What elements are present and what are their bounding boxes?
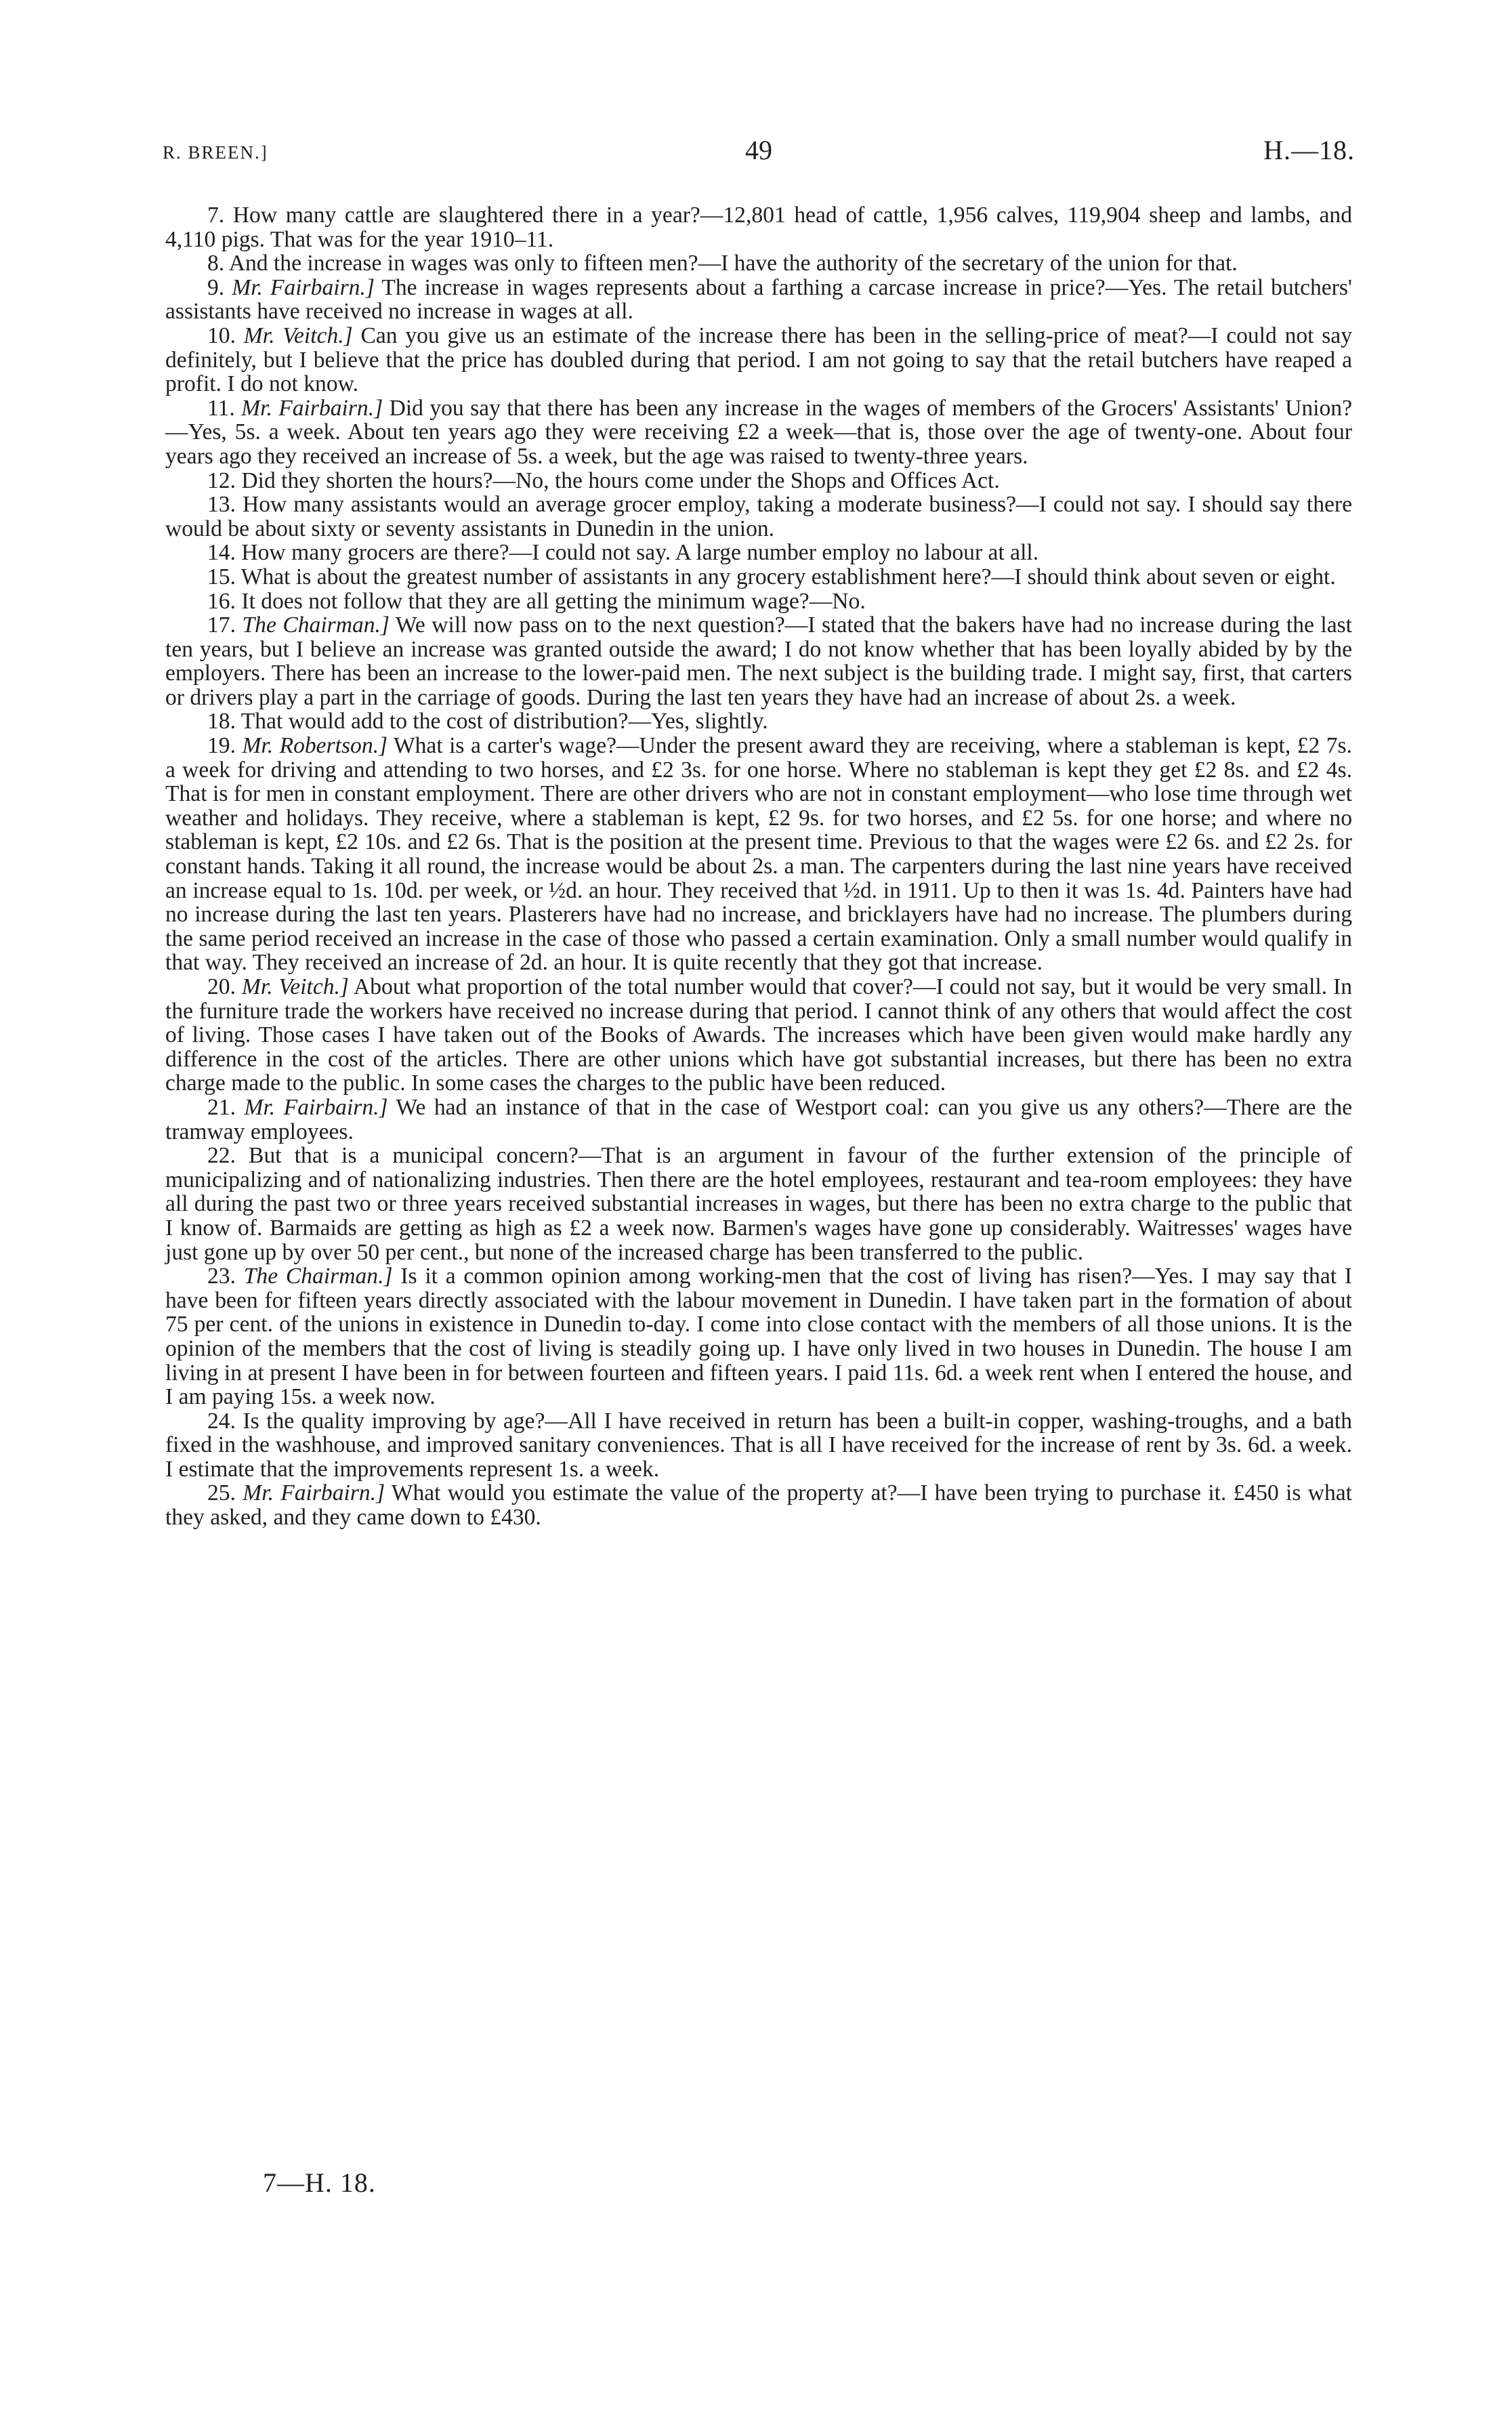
speaker-name: Mr. Fairbairn.]	[244, 1094, 388, 1120]
question-number: 12.	[207, 467, 236, 493]
question-number: 17.	[207, 612, 236, 638]
question-answer-text: Is the quality improving by age?—All I have received in return has been a built-in copper, washing-troughs, and a bath fixed in the washhouse, and improved sanitary conveniences. That is all I have received for the increase of rent by 3s. 6d. a week. I estimate that the improvements represent 1s. a week.	[165, 1408, 1352, 1482]
question-number: 13.	[207, 492, 236, 518]
question-number: 16.	[207, 588, 236, 614]
page-header	[163, 134, 1355, 175]
question-answer-text: What is a carter's wage?—Under the present award they are receiving, where a stableman is kept, £2 7s. a week for driving and attending to two horses, and £2 3s. for one horse. Where no stableman is kept they get £2 8s. and £2 4s. That is for men in constant employment. There are other drivers who are not in constant employment—who lose time through wet weather and holidays. They receive, where a stableman is kept, £2 9s. for two horses, and £2 5s. for one horse; and where no stableman is kept, £2 10s. and £2 6s. That is the position at the present time. Previous to that the wages were £2 6s. and £2 2s. for constant hands. Taking it all round, the increase would be about 2s. a man. The carpenters during the last nine years have received an increase equal to 1s. 10d. per week, or ½d. an hour. They received that ½d. in 1911. Up to then it was 1s. 4d. Painters have had no increase during the last ten years. Plasterers have had no increase, and bricklayers have had no increase. The plumbers during the same period received an increase in the case of those who passed a certain examination. Only a small number would qualify in that way. They received an increase of 2d. an hour. It is quite recently that they got that increase.	[165, 733, 1352, 976]
question-paragraph	[165, 1096, 1352, 1144]
speaker-name: Mr. Fairbairn.]	[232, 274, 375, 300]
question-answer-text: Did you say that there has been any increase in the wages of members of the Grocers' Assistants' Union?—Yes, 5s. a week. About ten years ago they were receiving £2 a week—that is, those over the age of twenty-one. About four years ago they received an increase of 5s. a week, but the age was raised to twenty-three years.	[165, 395, 1352, 469]
question-answer-text: The increase in wages represents about a farthing a carcase increase in price?—Yes. The retail butchers' assistants have received no increase in wages at all.	[165, 274, 1352, 325]
speaker-name: The Chairman.]	[243, 1264, 393, 1289]
question-number: 20.	[207, 974, 236, 999]
question-answer-text: Is it a common opinion among working-men that the cost of living has risen?—Yes. I may say that I have been for fifteen years directly associated with the labour movement in Dunedin. I have taken part in the formation of about 75 per cent. of the unions in existence in Dunedin to-day. I come into close contact with the members of all those unions. It is the opinion of the members that the cost of living is steadily going up. I have only lived in two houses in Dunedin. The house I am living in at present I have been in for between fourteen and fifteen years. I paid 11s. 6d. a week rent when I entered the house, and I am paying 15s. a week now.	[165, 1264, 1352, 1410]
question-paragraph	[165, 541, 1352, 565]
speaker-name: The Chairman.]	[242, 612, 390, 638]
question-paragraph	[165, 1264, 1352, 1409]
question-number: 14.	[207, 540, 236, 566]
question-number: 15.	[207, 564, 236, 589]
question-answer-text: That would add to the cost of distribution?—Yes, slightly.	[240, 709, 768, 734]
document-reference: H.—18.	[1263, 135, 1355, 165]
speaker-name: Mr. Fairbairn.]	[243, 1480, 385, 1506]
testimony-body	[165, 203, 1352, 1530]
question-paragraph	[165, 975, 1352, 1096]
question-number: 7.	[207, 203, 225, 228]
question-paragraph	[165, 565, 1352, 589]
speaker-name: Mr. Robertson.]	[242, 733, 388, 759]
signature-mark: 7—H. 18.	[263, 2167, 376, 2198]
question-number: 8.	[207, 251, 225, 276]
speaker-name: Mr. Veitch.]	[241, 974, 349, 999]
question-answer-text: About what proportion of the total number would that cover?—I could not say, but it would be very small. In the furniture trade the workers have received no increase during that period. I cannot think of any others that would affect the cost of living. Those cases I have taken out of the Books of Awards. The increases which have been given would make hardly any difference in the cost of the articles. There are other unions which have got substantial increases, but there has been no extra charge made to the public. In some cases the charges to the public have been reduced.	[165, 974, 1352, 1096]
question-answer-text: And the increase in wages was only to fifteen men?—I have the authority of the secretary of the union for that.	[228, 251, 1238, 276]
question-number: 24.	[207, 1408, 236, 1434]
question-answer-text: What is about the greatest number of assistants in any grocery establishment here?—I should think about seven or eight.	[240, 564, 1336, 589]
question-answer-text: How many grocers are there?—I could not say. A large number employ no labour at all.	[241, 540, 1039, 566]
question-paragraph	[165, 734, 1352, 975]
question-answer-text: Can you give us an estimate of the increase there has been in the selling-price of meat?—I could not say definitely, but I believe that the price has doubled during that period. I am not going to say that the retail butchers have reaped a profit. I do not know.	[165, 323, 1352, 397]
question-answer-text: But that is a municipal concern?—That is an argument in favour of the further extension of the principle of municipalizing and of nationalizing industries. Then there are the hotel employees, restaurant and tea-room employees: they have all during the past two or three years received substantial increases in wages, but there has been no extra charge to the public that I know of. Barmaids are getting as high as £2 a week now. Barmen's wages have gone up considerably. Waitresses' wages have just gone up by over 50 per cent., but none of the increased charge has been transferred to the public.	[165, 1143, 1353, 1265]
page-number: 49	[745, 135, 772, 165]
speaker-name: Mr. Fairbairn.]	[241, 395, 383, 421]
question-answer-text: It does not follow that they are all getting the minimum wage?—No.	[241, 588, 866, 614]
question-paragraph	[165, 709, 1352, 734]
header-witness-name: R. BREEN.]	[163, 142, 268, 163]
question-paragraph	[165, 251, 1352, 276]
question-paragraph	[165, 589, 1352, 614]
question-paragraph	[165, 276, 1352, 324]
question-answer-text: We will now pass on to the next question?—I stated that the bakers have had no increase during the last ten years, but I believe an increase was granted outside the award; I do not know whether that has been loyally abided by by the employers. There has been an increase to the lower-paid men. The next subject is the building trade. I might say, first, that carters or drivers play a part in the carriage of goods. During the last ten years they have had an increase of about 2s. a week.	[165, 612, 1353, 710]
question-answer-text: Did they shorten the hours?—No, the hours come under the Shops and Offices Act.	[241, 467, 1000, 493]
speaker-name: Mr. Veitch.]	[243, 323, 353, 348]
question-paragraph	[165, 1481, 1352, 1529]
question-paragraph	[165, 613, 1352, 709]
question-paragraph	[165, 469, 1352, 493]
question-number: 10.	[207, 323, 236, 348]
question-paragraph	[165, 493, 1352, 541]
question-answer-text: What would you estimate the value of the property at?—I have been trying to purchase it. £450 is what they asked, and they came down to £430.	[165, 1480, 1352, 1531]
question-number: 22.	[207, 1143, 236, 1169]
question-paragraph	[165, 1409, 1352, 1482]
question-number: 21.	[207, 1094, 236, 1120]
question-paragraph	[165, 324, 1352, 396]
question-number: 23.	[207, 1264, 236, 1289]
question-paragraph	[165, 203, 1352, 251]
question-answer-text: How many cattle are slaughtered there in a year?—12,801 head of cattle, 1,956 calves, 119,904 sheep and lambs, and 4,110 pigs. That was for the year 1910–11.	[165, 203, 1352, 252]
question-paragraph	[165, 396, 1352, 469]
question-number: 18.	[207, 709, 236, 734]
question-paragraph	[165, 1144, 1352, 1264]
question-number: 9.	[207, 274, 225, 300]
question-number: 19.	[207, 733, 236, 759]
question-number: 11.	[207, 395, 235, 421]
question-answer-text: How many assistants would an average grocer employ, taking a moderate business?—I could not say. I should say there would be about sixty or seventy assistants in Dunedin in the union.	[165, 492, 1352, 541]
question-answer-text: We had an instance of that in the case of Westport coal: can you give us any others?—There are the tramway employees.	[165, 1094, 1353, 1144]
question-number: 25.	[207, 1480, 236, 1506]
